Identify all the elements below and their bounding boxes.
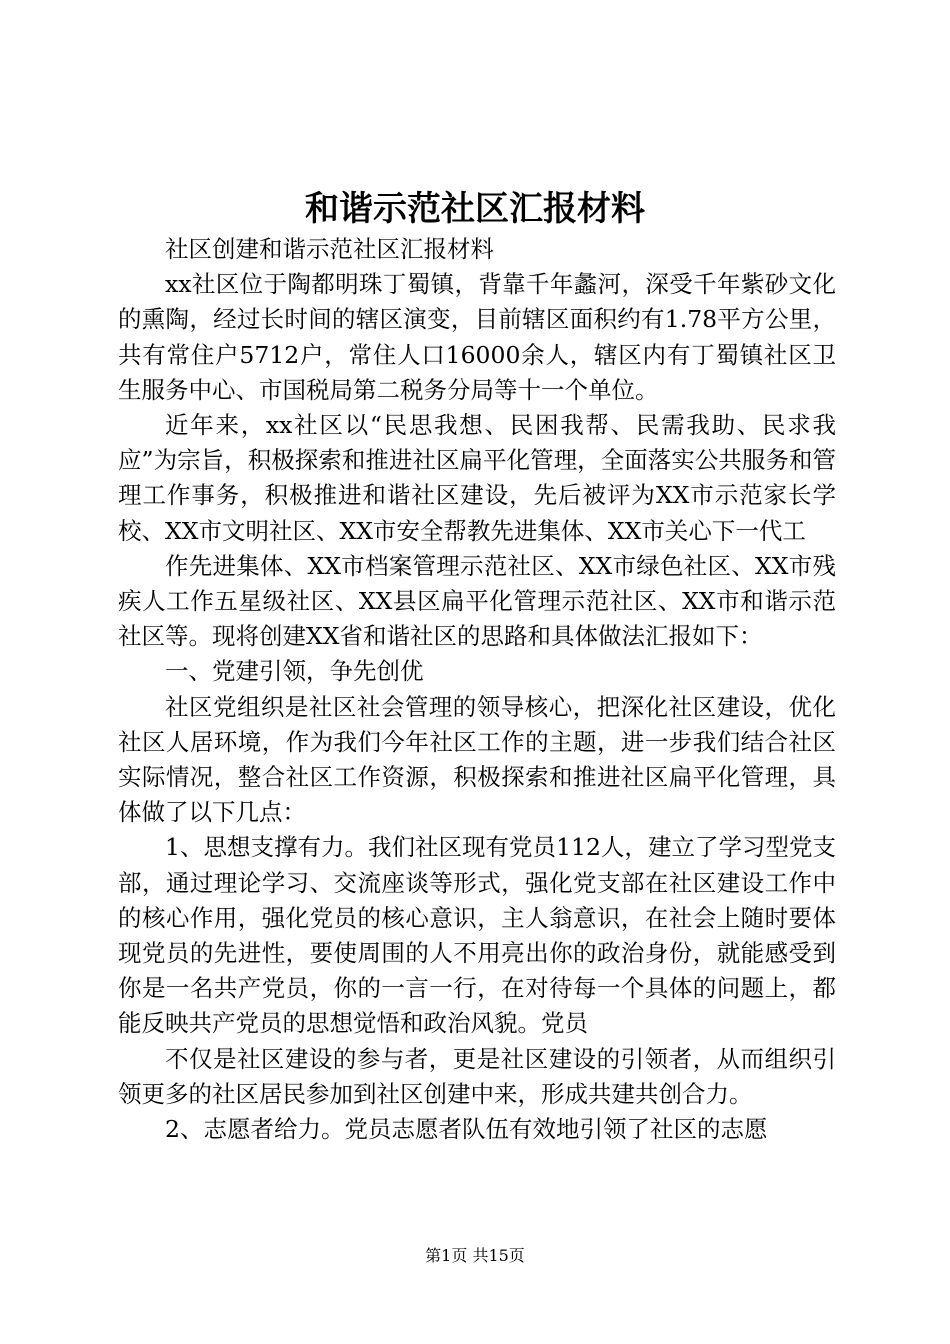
paragraph-honors: 近年来，xx社区以“民思我想、民困我帮、民需我助、民求我应”为宗旨，积极探索和推进社区扁平化管理，全面落实公共服务和管理工作事务，积极推进和谐社区建设，先后被评为XX市示范家长学校、XX市文明社区、XX市安全帮教先进集体、XX市关心下一代工 [118,411,836,545]
paragraph-party-core: 社区党组织是社区社会管理的领导核心，把深化社区建设，优化社区人居环境，作为我们今年社区工作的主题，进一步我们结合社区实际情况，整合社区工作资源，积极探索和推进社区扁平化管理，具体做了以下几点： [118,692,836,827]
document-body [118,232,836,1147]
document-title: 和谐示范社区汇报材料 [305,189,645,229]
paragraph-subtitle: 社区创建和谐示范社区汇报材料 [165,235,494,263]
paragraph-point-2: 2、志愿者给力。党员志愿者队伍有效地引领了社区的志愿 [165,1115,768,1144]
paragraph-honors-continued: 作先进集体、XX市档案管理示范社区、XX市绿色社区、XX市残疾人工作五星级社区、XX县区扁平化管理示范社区、XX市和谐示范社区等。现将创建XX省和谐社区的思路和具体做法汇报如下： [118,551,836,651]
paragraph-point-1-continued: 不仅是社区建设的参与者，更是社区建设的引领者，从而组织引领更多的社区居民参加到社区创建中来，形成共建共创合力。 [118,1044,836,1108]
paragraph-intro: xx社区位于陶都明珠丁蜀镇，背靠千年蠡河，深受千年紫砂文化的熏陶，经过长时间的辖区演变，目前辖区面积约有1.78平方公里，共有常住户5712户，常住人口16000余人，辖区内有丁蜀镇社区卫生服务中心、市国税局第二税务分局等十一个单位。 [118,270,836,404]
page-number-footer: 第1页 共15页 [425,1246,525,1265]
section-heading-1: 一、党建引领，争先创优 [165,657,424,686]
paragraph-point-1: 1、思想支撑有力。我们社区现有党员112人，建立了学习型党支部，通过理论学习、交流座谈等形式，强化党支部在社区建设工作中的核心作用，强化党员的核心意识，主人翁意识，在社会上随时要体现党员的先进性，要使周围的人不用亮出你的政治身份，就能感受到你是一名共产党员，你的一言一行，在对待每一个具体的问题上，都能反映共产党员的思想觉悟和政治风貌。党员 [118,833,836,1038]
